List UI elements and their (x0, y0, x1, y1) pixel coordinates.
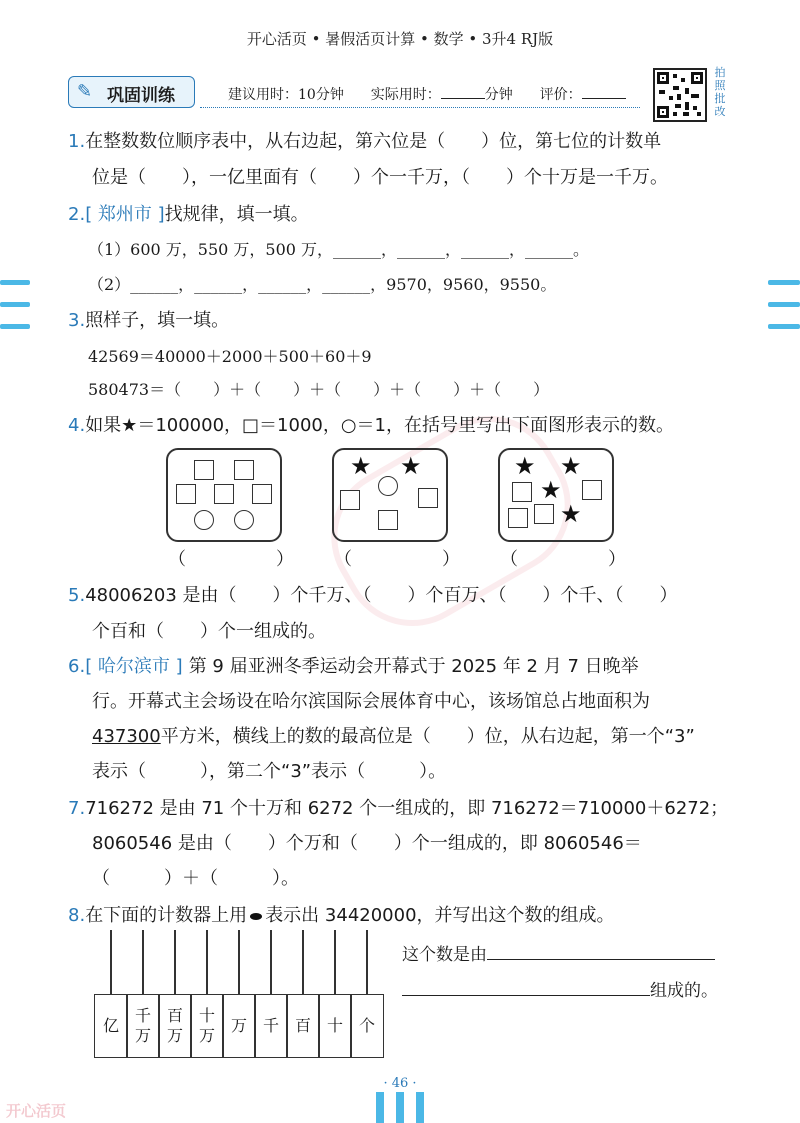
footer-bar (416, 1092, 424, 1123)
suggested-time-label: 建议用时： (228, 87, 298, 103)
circle-shape-icon (234, 510, 254, 530)
question-6-line-2: 行。开幕式主会场设在哈尔滨国际会展体育中心，该场馆总占地面积为 (92, 691, 650, 712)
square-shape-icon (512, 482, 532, 502)
question-number: 8. (68, 905, 86, 926)
abacus-label: 千万 (126, 994, 160, 1058)
question-1 (68, 130, 661, 154)
square-shape-icon (214, 484, 234, 504)
abacus-label: 百万 (158, 994, 192, 1058)
abacus-rod[interactable] (206, 930, 208, 994)
composition-answer-line-2 (402, 976, 718, 1001)
question-number: 7. (68, 798, 86, 819)
qr-pattern-icon (655, 70, 705, 120)
question-7 (68, 797, 728, 821)
question-2-part-1: （1）600 万，550 万，500 万，______，______，______，______。 (88, 240, 590, 259)
question-5 (68, 584, 678, 608)
question-text: 找规律，填一填。 (164, 204, 309, 225)
question-number: 5. (68, 585, 86, 606)
abacus-rod[interactable] (238, 930, 240, 994)
question-text: 在整数数位顺序表中，从右边起，第六位是（ ）位，第七位的计数单 (85, 131, 662, 152)
region-tag: [ 郑州市 ] (85, 204, 165, 225)
right-side-bar (768, 324, 800, 329)
section-badge (68, 76, 195, 108)
composition-answer-line-1 (402, 940, 715, 965)
suggested-time-value: 10分钟 (298, 87, 344, 103)
abacus-label: 十万 (190, 994, 224, 1058)
right-side-bar (768, 280, 800, 285)
question-3-task: 580473＝（ ）＋（ ）＋（ ）＋（ ）＋（ ） (88, 380, 550, 399)
question-text: 平方米，横线上的数的最高位是（ ）位，从右边起，第一个“3” (160, 726, 695, 747)
square-shape-icon (582, 480, 602, 500)
answer-paren-1[interactable]: （ ） (168, 549, 294, 570)
question-6-line-3 (92, 725, 695, 749)
question-number: 1. (68, 131, 86, 152)
question-8 (68, 904, 615, 928)
abacus-rod[interactable] (366, 930, 368, 994)
square-shape-icon (194, 460, 214, 480)
page-number: · 46 · (383, 1076, 417, 1091)
circle-shape-icon (378, 476, 398, 496)
bead-icon (250, 913, 262, 920)
question-text: 如果★＝100000，□＝1000，○＝1，在括号里写出下面图形表示的数。 (85, 415, 675, 436)
square-shape-icon (378, 510, 398, 530)
square-shape-icon (176, 484, 196, 504)
question-text-after: 表示出 34420000，并写出这个数的组成。 (265, 905, 615, 926)
question-number: 4. (68, 415, 86, 436)
question-text: 716272 是由 71 个十万和 6272 个一组成的，即 716272＝710000＋6272； (85, 798, 729, 819)
region-tag: [ 哈尔滨市 ] (85, 656, 183, 677)
left-side-bar (0, 280, 30, 285)
square-shape-icon (534, 504, 554, 524)
time-info (228, 84, 626, 104)
answer-paren-2[interactable]: （ ） (334, 549, 460, 570)
page-header: 开心活页 • 暑假活页计算 • 数学 • 3升4 RJ版 (246, 30, 554, 48)
circle-shape-icon (194, 510, 214, 530)
question-7-line-3: （ ）＋（ ）。 (92, 868, 299, 889)
answer-prefix: 这个数是由 (402, 945, 487, 965)
brand-logo: 开心活页 (6, 1102, 67, 1120)
question-2-part-2: （2）______，______，______，______，9570，9560，9550。 (88, 275, 557, 294)
star-shape-icon: ★ (400, 452, 422, 480)
question-5-line-2: 个百和（ ）个一组成的。 (92, 621, 326, 642)
question-number: 6. (68, 656, 86, 677)
square-shape-icon (340, 490, 360, 510)
abacus-rod[interactable] (142, 930, 144, 994)
abacus-label: 十 (318, 994, 352, 1058)
star-shape-icon: ★ (540, 476, 562, 504)
star-shape-icon: ★ (350, 452, 372, 480)
question-text: 在下面的计数器上用 (85, 905, 248, 926)
eval-blank[interactable] (582, 86, 626, 99)
square-shape-icon (418, 488, 438, 508)
question-4 (68, 414, 674, 438)
qr-side-text: 拍 照 批 改 (714, 66, 726, 118)
abacus-rod[interactable] (174, 930, 176, 994)
question-3 (68, 309, 229, 333)
abacus-rod[interactable] (302, 930, 304, 994)
question-6 (68, 655, 639, 679)
question-6-line-4: 表示（ ），第二个“3”表示（ ）。 (92, 761, 447, 782)
answer-suffix: 组成的。 (650, 981, 718, 1001)
actual-time-blank[interactable] (441, 86, 485, 99)
question-number: 2. (68, 204, 86, 225)
eval-label: 评价： (539, 87, 582, 103)
abacus-label: 个 (350, 994, 384, 1058)
question-text: 48006203 是由（ ）个千万、（ ）个百万、（ ）个千、（ ） (85, 585, 678, 606)
underlined-number: 437300 (92, 726, 161, 747)
abacus-counter (94, 930, 386, 1060)
question-7-line-2: 8060546 是由（ ）个万和（ ）个一组成的，即 8060546＝ (92, 833, 642, 854)
abacus-label: 百 (286, 994, 320, 1058)
question-text: 照样子，填一填。 (85, 310, 230, 331)
square-shape-icon (508, 508, 528, 528)
pencil-icon: ✎ (77, 81, 93, 102)
square-shape-icon (234, 460, 254, 480)
actual-time-unit: 分钟 (484, 87, 513, 103)
question-2 (68, 203, 309, 227)
star-shape-icon: ★ (560, 452, 582, 480)
answer-paren-3[interactable]: （ ） (500, 549, 626, 570)
answer-blank[interactable] (402, 977, 650, 996)
abacus-rod[interactable] (270, 930, 272, 994)
question-number: 3. (68, 310, 86, 331)
abacus-label: 千 (254, 994, 288, 1058)
right-side-bar (768, 302, 800, 307)
left-side-bar (0, 302, 30, 307)
star-shape-icon: ★ (560, 500, 582, 528)
footer-bar (376, 1092, 384, 1123)
figure-2 (332, 448, 448, 542)
square-shape-icon (252, 484, 272, 504)
footer-bar (396, 1092, 404, 1123)
section-title: 巩固训练 (107, 86, 175, 106)
answer-blank[interactable] (487, 941, 715, 960)
question-1-line-2: 位是（ ），一亿里面有（ ）个一千万，（ ）个十万是一千万。 (92, 167, 668, 188)
figure-3 (498, 448, 614, 542)
abacus-rod[interactable] (334, 930, 336, 994)
abacus-rod[interactable] (110, 930, 112, 994)
question-text: 第 9 届亚洲冬季运动会开幕式于 2025 年 2 月 7 日晚举 (188, 656, 639, 677)
abacus-label: 亿 (94, 994, 128, 1058)
left-side-bar (0, 324, 30, 329)
abacus-label: 万 (222, 994, 256, 1058)
question-3-example: 42569＝40000＋2000＋500＋60＋9 (88, 347, 372, 366)
actual-time-label: 实际用时： (370, 87, 441, 103)
header-divider (200, 107, 640, 108)
figure-1 (166, 448, 282, 542)
qr-code[interactable] (653, 68, 707, 122)
star-shape-icon: ★ (514, 452, 536, 480)
